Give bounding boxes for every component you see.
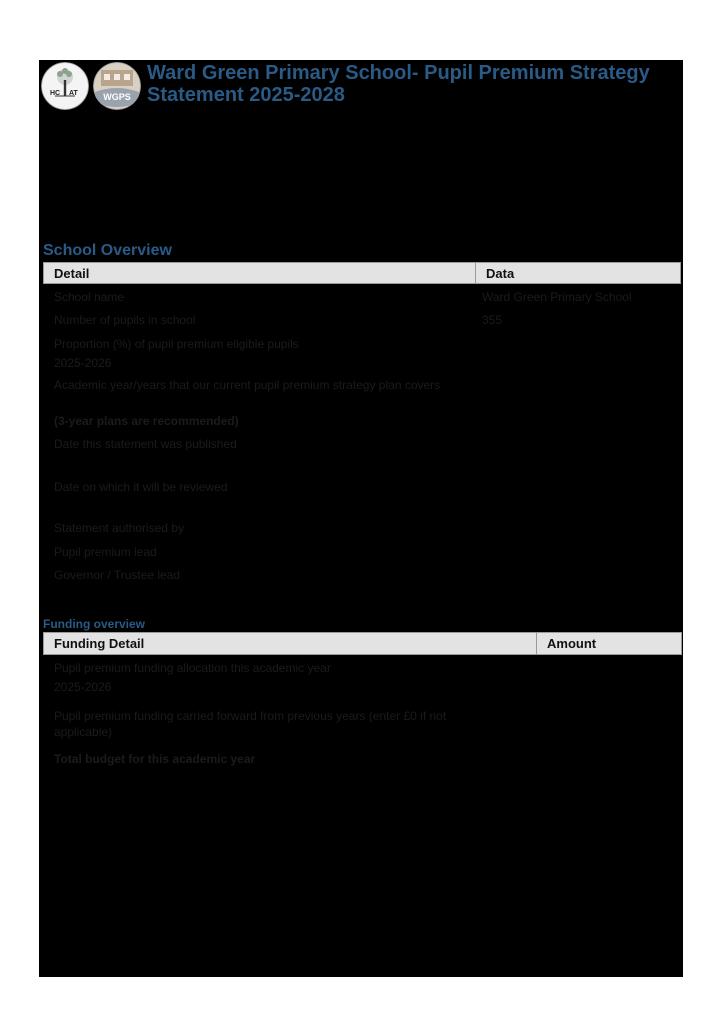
row-detail-school-name: School name [54, 290, 125, 304]
school-logo [93, 62, 141, 110]
column-header-funding-detail: Funding Detail [54, 636, 145, 651]
school-logo-text: WGPS [103, 92, 131, 102]
row-detail-proportion-year: 2025-2026 [54, 356, 112, 370]
funding-row-total: Total budget for this academic year [54, 752, 256, 766]
funding-row-carried-forward: Pupil premium funding carried forward from previous years (enter £0 if not applicable) [54, 709, 447, 739]
column-header-detail: Detail [54, 265, 90, 281]
row-detail-date-published: Date this statement was published [54, 437, 237, 451]
row-detail-number-of-pupils: Number of pupils in school [54, 313, 196, 327]
row-detail-proportion: Proportion (%) of pupil premium eligible pupils [54, 337, 299, 351]
row-detail-academic-years: Academic year/years that our current pupil premium strategy plan covers [54, 378, 441, 392]
trust-logo-right-text: AT [69, 90, 78, 97]
school-overview-table-header [43, 262, 681, 284]
school-overview-heading: School Overview [43, 242, 172, 259]
funding-overview-heading: Funding overview [43, 617, 146, 631]
page-title: Ward Green Primary School- Pupil Premium Strategy Statement 2025-2028 [147, 62, 650, 106]
document-page [39, 60, 683, 977]
trust-logo-left-text: HC [50, 90, 61, 97]
row-detail-academic-years-note: (3-year plans are recommended) [54, 414, 239, 428]
row-detail-governor-lead: Governor / Trustee lead [54, 568, 181, 582]
funding-row-allocation: Pupil premium funding allocation this academic year [54, 661, 331, 675]
row-data-school-name: Ward Green Primary School [482, 290, 632, 304]
row-detail-pp-lead: Pupil premium lead [54, 545, 157, 559]
funding-row-allocation-year: 2025-2026 [54, 680, 112, 694]
row-detail-date-reviewed: Date on which it will be reviewed [54, 480, 228, 494]
trust-logo [41, 62, 89, 110]
funding-overview-table-header [43, 632, 682, 655]
row-data-number-of-pupils: 355 [482, 313, 503, 327]
column-header-amount: Amount [547, 636, 597, 651]
row-detail-authorised-by: Statement authorised by [54, 521, 185, 535]
column-header-data: Data [486, 265, 515, 281]
